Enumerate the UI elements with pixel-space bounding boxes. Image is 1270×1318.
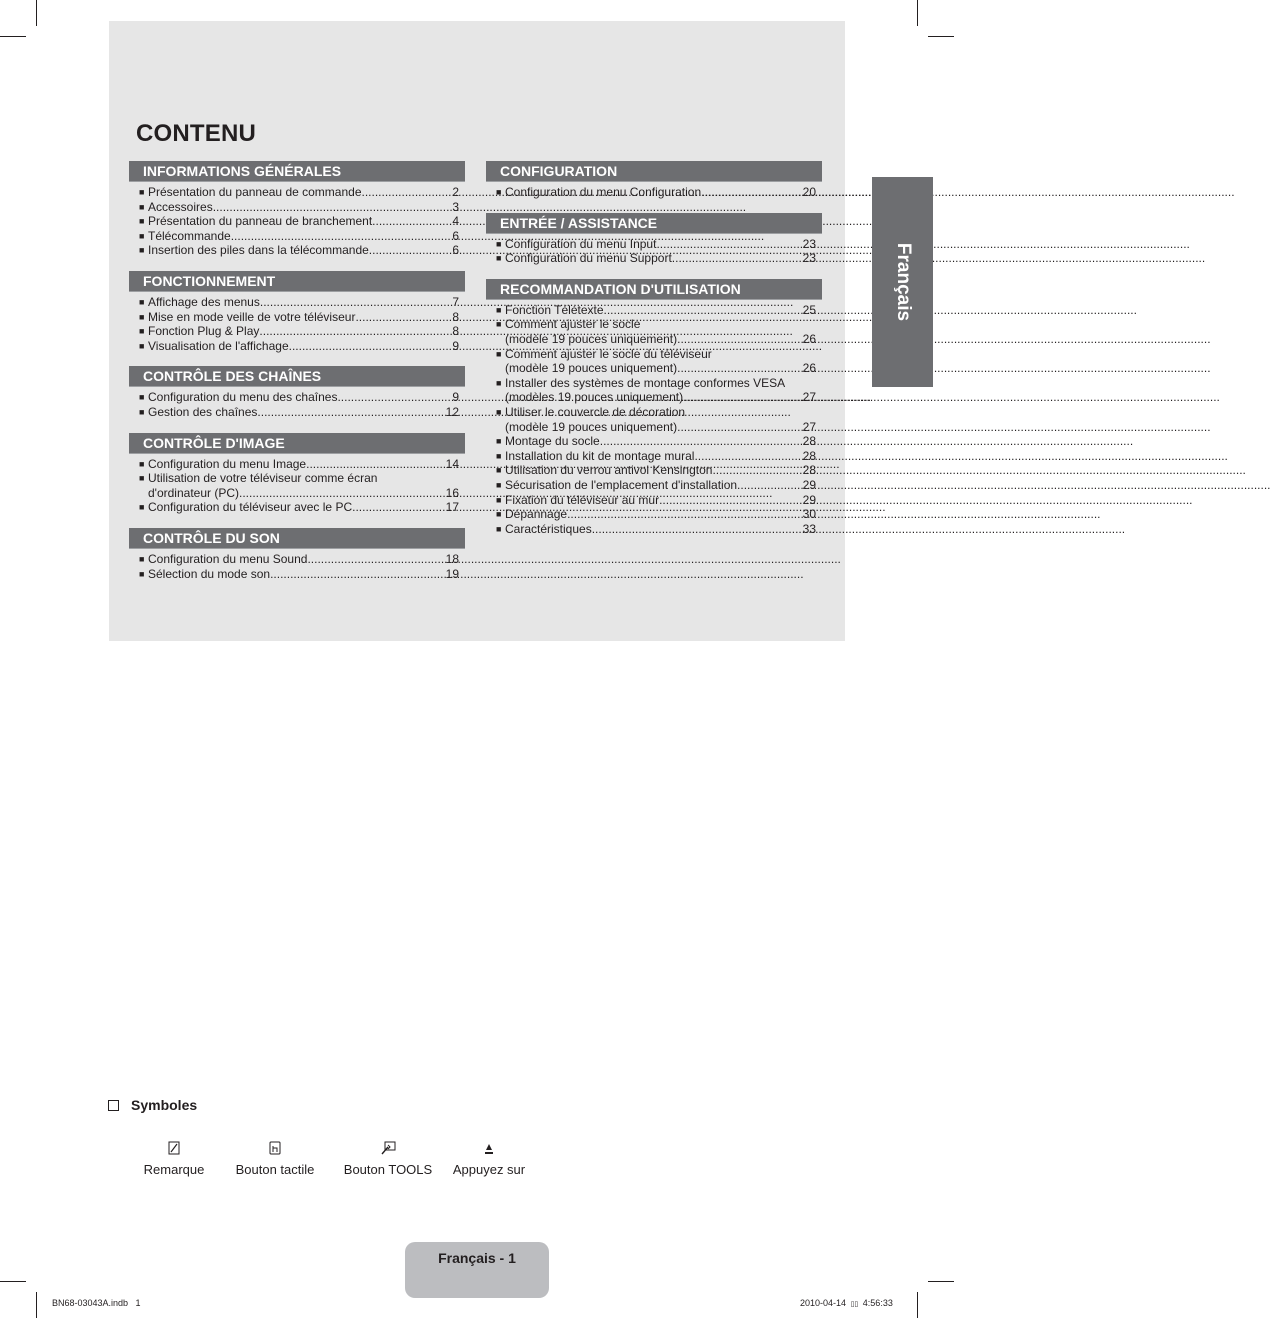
toc-entry-line xyxy=(148,567,459,582)
toc-page-number: 29 xyxy=(802,492,816,507)
toc-entry-text: Dépannage xyxy=(505,507,568,522)
toc-item xyxy=(139,405,459,420)
bullet-icon: ■ xyxy=(139,296,145,307)
toc-entry xyxy=(505,185,816,200)
toc-entry-line xyxy=(148,229,459,244)
toc-page-number: 6 xyxy=(452,243,459,258)
toc-column-left xyxy=(129,161,465,594)
note-icon xyxy=(168,1141,180,1155)
toc-entry-text: Sélection du mode son xyxy=(148,566,271,581)
toc-section xyxy=(486,279,822,537)
toc-page-number: 20 xyxy=(802,185,816,199)
toc-item xyxy=(496,237,816,252)
toc-entry-text: Configuration du menu Sound xyxy=(148,551,308,566)
section-heading: INFORMATIONS GÉNÉRALES xyxy=(129,161,465,182)
footer-file: BN68-03043A.indb 1 xyxy=(52,1298,141,1308)
toc-entry xyxy=(148,500,459,515)
crop-mark xyxy=(36,0,37,26)
bullet-icon: ■ xyxy=(139,406,145,417)
toc-entry-line xyxy=(148,310,459,325)
toc-item xyxy=(496,522,816,537)
toc-page-number: 26 xyxy=(802,331,816,346)
toc-entry-line xyxy=(148,405,459,420)
dot-leader xyxy=(231,229,453,244)
toc-page-number: 28 xyxy=(802,448,816,463)
toc-page-number: 16 xyxy=(445,485,459,500)
toc-page-number: 7 xyxy=(452,294,459,309)
toc-entry-text: Insertion des piles dans la télécommande xyxy=(148,243,369,258)
dot-leader xyxy=(604,303,803,318)
toc-entry xyxy=(505,317,816,346)
bullet-icon: ■ xyxy=(139,326,145,337)
bullet-icon: ■ xyxy=(139,502,145,513)
toc-entry-line xyxy=(148,243,459,258)
toc-entry-line xyxy=(505,390,816,405)
toc-page-number: 19 xyxy=(445,566,459,581)
bullet-icon: ■ xyxy=(139,392,145,403)
toc-item xyxy=(139,390,459,405)
section-heading: FONCTIONNEMENT xyxy=(129,271,465,292)
page-number-tab xyxy=(405,1242,549,1298)
toc-entry-line xyxy=(505,361,816,376)
toc-entry xyxy=(148,457,459,472)
toc-entry-text: Sécurisation de l'emplacement d'installation xyxy=(505,477,738,492)
bullet-icon: ■ xyxy=(496,436,502,447)
dot-leader xyxy=(659,493,803,508)
section-heading: CONTRÔLE DU SON xyxy=(129,528,465,549)
toc-entry-line xyxy=(505,507,816,522)
dot-leader xyxy=(239,486,446,501)
toc-entry-line xyxy=(148,185,459,200)
toc-entry xyxy=(505,493,816,508)
toc-entry-text: Installer des systèmes de montage conformes VESA xyxy=(505,375,786,390)
toc-entry-line xyxy=(505,332,816,347)
toc-page-number: 18 xyxy=(445,551,459,566)
toc-entry xyxy=(148,295,459,310)
toc-page-number: 29 xyxy=(802,477,816,492)
footer-date: 2010-04-14 xyxy=(800,1298,847,1308)
tools-button-icon xyxy=(380,1141,396,1155)
toc-entry xyxy=(148,390,459,405)
dot-leader xyxy=(567,507,803,522)
dot-leader xyxy=(592,522,803,537)
toc-entry xyxy=(505,522,816,537)
crop-mark xyxy=(928,1281,954,1282)
toc-entry-text: (modèles 19 pouces uniquement). xyxy=(505,390,687,405)
toc-entry-text: Caractéristiques xyxy=(505,521,592,536)
dot-leader xyxy=(270,567,446,582)
toc-entry xyxy=(505,434,816,449)
toc-page-number: 25 xyxy=(802,302,816,317)
crop-mark xyxy=(0,36,26,37)
toc-entry-text: Gestion des chaînes xyxy=(148,404,258,419)
toc-item xyxy=(496,376,816,405)
toc-item-list xyxy=(129,295,465,353)
toc-entry xyxy=(148,339,459,354)
symbol-label: Remarque xyxy=(143,1162,205,1177)
toc-entry xyxy=(148,243,459,258)
toc-page-number: 12 xyxy=(445,404,459,419)
toc-entry-text: Fonction Télétexte xyxy=(505,302,604,317)
bullet-icon: ■ xyxy=(496,494,502,505)
toc-entry xyxy=(148,324,459,339)
bullet-icon: ■ xyxy=(496,465,502,476)
dot-leader xyxy=(362,185,453,200)
symbol-label: Bouton TOOLS xyxy=(343,1162,433,1177)
toc-entry-text: Accessoires xyxy=(148,199,213,214)
toc-page-number: 4 xyxy=(452,214,459,229)
bullet-icon: ■ xyxy=(139,201,145,212)
toc-entry-line xyxy=(148,390,459,405)
footer-time: 4:56:33 xyxy=(862,1298,893,1308)
bullet-icon: ■ xyxy=(139,245,145,256)
toc-page-number: 2 xyxy=(452,185,459,199)
press-icon xyxy=(484,1141,494,1155)
toc-entry-text: Configuration du téléviseur avec le PC xyxy=(148,500,353,515)
toc-section xyxy=(129,366,465,419)
checkbox-icon xyxy=(108,1100,119,1111)
toc-entry xyxy=(148,200,459,215)
toc-entry-text: Configuration du menu Support xyxy=(505,251,672,266)
toc-entry-text: Utiliser le couvercle de décoration xyxy=(505,404,686,419)
toc-item xyxy=(496,449,816,464)
toc-item xyxy=(496,185,816,200)
toc-entry-line xyxy=(148,324,459,339)
toc-section xyxy=(129,528,465,581)
dot-leader xyxy=(352,500,446,515)
touch-button-icon xyxy=(269,1141,281,1155)
dot-leader xyxy=(656,237,802,252)
toc-item-list xyxy=(129,185,465,258)
toc-item xyxy=(139,310,459,325)
toc-entry-line xyxy=(148,471,459,486)
toc-entry-line xyxy=(148,486,459,501)
toc-entry-line xyxy=(505,522,816,537)
language-tab-label: Français xyxy=(892,242,914,322)
toc-entry xyxy=(505,237,816,252)
toc-page-number: 28 xyxy=(802,463,816,478)
bullet-icon: ■ xyxy=(496,304,502,315)
toc-entry xyxy=(148,185,459,200)
toc-entry-text: Mise en mode veille de votre téléviseur xyxy=(148,309,356,324)
toc-item xyxy=(139,339,459,354)
toc-entry-text: Configuration du menu Input xyxy=(505,236,657,251)
toc-entry-line xyxy=(505,251,816,266)
toc-entry-text: Comment ajuster le socle du téléviseur xyxy=(505,346,712,361)
bullet-icon: ■ xyxy=(139,473,145,484)
toc-entry-line xyxy=(505,434,816,449)
toc-section xyxy=(129,433,465,515)
dot-leader xyxy=(355,310,452,325)
toc-item xyxy=(139,295,459,310)
bullet-icon: ■ xyxy=(496,348,502,359)
toc-entry-line xyxy=(505,493,816,508)
symbols-heading-label: Symboles xyxy=(131,1097,198,1113)
toc-page-number: 17 xyxy=(445,500,459,515)
dot-leader xyxy=(259,324,452,339)
dot-leader xyxy=(289,339,453,354)
toc-entry xyxy=(505,463,816,478)
bullet-icon: ■ xyxy=(496,187,502,197)
toc-column-right xyxy=(486,161,822,549)
bullet-icon: ■ xyxy=(496,450,502,461)
toc-page-number: 33 xyxy=(802,521,816,536)
toc-entry-text: Configuration du menu des chaînes xyxy=(148,390,338,405)
dot-leader xyxy=(213,200,453,215)
bullet-icon: ■ xyxy=(139,311,145,322)
bullet-icon: ■ xyxy=(496,509,502,520)
toc-page-number: 23 xyxy=(802,251,816,266)
dot-leader xyxy=(677,361,803,376)
symbols-heading xyxy=(108,1097,197,1113)
toc-entry-text: Montage du socle xyxy=(505,434,600,449)
bullet-icon: ■ xyxy=(496,377,502,388)
toc-entry-line xyxy=(505,317,816,332)
symbol-label: Appuyez sur xyxy=(452,1162,526,1177)
dot-leader xyxy=(712,463,802,478)
bullet-icon: ■ xyxy=(139,187,145,197)
toc-entry xyxy=(505,303,816,318)
toc-item xyxy=(496,493,816,508)
toc-page-number: 23 xyxy=(802,236,816,251)
toc-item-list xyxy=(486,237,822,266)
dot-leader xyxy=(701,185,803,200)
dot-leader xyxy=(694,449,802,464)
toc-entry-text: Présentation du panneau de commande xyxy=(148,185,362,199)
toc-page-number: 26 xyxy=(802,361,816,376)
toc-entry-text: Configuration du menu Image xyxy=(148,456,307,471)
symbol-touch-button xyxy=(215,1138,335,1177)
toc-page-number: 9 xyxy=(452,338,459,353)
crop-mark xyxy=(36,1292,37,1318)
toc-entry-line xyxy=(505,237,816,252)
toc-page-number: 8 xyxy=(452,309,459,324)
toc-section xyxy=(486,213,822,266)
toc-entry xyxy=(148,229,459,244)
toc-item xyxy=(496,347,816,376)
toc-page-number: 27 xyxy=(802,419,816,434)
dot-leader xyxy=(260,295,452,310)
toc-item xyxy=(139,457,459,472)
toc-entry-line xyxy=(505,463,816,478)
toc-entry-line xyxy=(505,478,816,493)
toc-entry xyxy=(505,376,816,405)
toc-item xyxy=(496,317,816,346)
bullet-icon: ■ xyxy=(139,216,145,227)
dot-leader xyxy=(307,552,445,567)
toc-entry-line xyxy=(505,449,816,464)
bullet-icon: ■ xyxy=(496,406,502,417)
footer-timestamp xyxy=(800,1298,893,1308)
dot-leader xyxy=(337,390,452,405)
dot-leader xyxy=(600,434,803,449)
page-number-label: Français - 1 xyxy=(438,1250,516,1266)
toc-item-list xyxy=(129,390,465,419)
page-title: CONTENU xyxy=(136,120,257,147)
toc-entry xyxy=(505,507,816,522)
bullet-icon: ■ xyxy=(139,568,145,579)
toc-entry xyxy=(505,347,816,376)
toc-entry-line xyxy=(148,214,459,229)
toc-page-number: 9 xyxy=(452,390,459,405)
toc-entry-line xyxy=(148,339,459,354)
toc-entry-text: Comment ajuster le socle xyxy=(505,317,641,332)
toc-entry-line xyxy=(148,200,459,215)
toc-section xyxy=(486,161,822,200)
toc-entry-line xyxy=(505,185,816,200)
crop-mark xyxy=(917,1292,918,1318)
toc-item xyxy=(139,214,459,229)
bullet-icon: ■ xyxy=(139,230,145,241)
toc-entry-text: Utilisation du verrou antivol Kensington xyxy=(505,463,713,478)
toc-entry xyxy=(148,310,459,325)
bullet-icon: ■ xyxy=(139,458,145,469)
toc-page-number: 30 xyxy=(802,507,816,522)
toc-item-list xyxy=(129,457,465,515)
toc-page-number: 28 xyxy=(802,434,816,449)
toc-entry xyxy=(505,251,816,266)
dot-leader xyxy=(677,332,803,347)
toc-entry-text: Affichage des menus xyxy=(148,294,260,309)
language-tab xyxy=(872,177,933,387)
toc-entry-text: Présentation du panneau de branchement xyxy=(148,214,373,229)
toc-section xyxy=(129,271,465,353)
crop-mark xyxy=(0,1281,26,1282)
toc-item xyxy=(496,303,816,318)
section-heading: CONTRÔLE DES CHAÎNES xyxy=(129,366,465,387)
footer-time-glyph: ▯▯ xyxy=(850,1301,859,1308)
toc-entry-line xyxy=(148,552,459,567)
toc-entry-text: Configuration du menu Configuration xyxy=(505,185,702,199)
symbol-label: Bouton tactile xyxy=(235,1162,315,1177)
toc-page-number: 3 xyxy=(452,199,459,214)
toc-item xyxy=(496,478,816,493)
toc-item-list xyxy=(486,303,822,537)
toc-page-number: 6 xyxy=(452,228,459,243)
toc-entry-line xyxy=(505,405,816,420)
bullet-icon: ■ xyxy=(496,523,502,534)
bullet-icon: ■ xyxy=(496,253,502,264)
section-heading: CONFIGURATION xyxy=(486,161,822,182)
toc-entry xyxy=(148,405,459,420)
toc-entry-text: Visualisation de l'affichage xyxy=(148,338,289,353)
toc-item xyxy=(496,405,816,434)
toc-item xyxy=(139,567,459,582)
toc-item xyxy=(496,434,816,449)
section-heading: ENTRÉE / ASSISTANCE xyxy=(486,213,822,234)
toc-entry-text: Fonction Plug & Play xyxy=(148,324,260,339)
dot-leader xyxy=(737,478,803,493)
toc-item xyxy=(139,500,459,515)
toc-item xyxy=(139,229,459,244)
toc-page-number: 14 xyxy=(445,456,459,471)
bullet-icon: ■ xyxy=(139,553,145,564)
toc-entry xyxy=(505,449,816,464)
toc-item xyxy=(496,463,816,478)
toc-entry-text: Fixation du téléviseur au mur xyxy=(505,492,660,507)
toc-page-number: 27 xyxy=(802,390,816,405)
dot-leader xyxy=(677,420,803,435)
bullet-icon: ■ xyxy=(496,238,502,249)
toc-entry-line xyxy=(148,457,459,472)
bullet-icon: ■ xyxy=(496,319,502,330)
toc-entry-line xyxy=(505,420,816,435)
toc-entry xyxy=(148,471,459,500)
toc-item xyxy=(139,324,459,339)
toc-page-number: 8 xyxy=(452,324,459,339)
toc-entry-line xyxy=(505,347,816,362)
toc-item xyxy=(139,185,459,200)
toc-entry-line xyxy=(148,295,459,310)
toc-entry-line xyxy=(505,303,816,318)
toc-entry xyxy=(148,552,459,567)
toc-item xyxy=(139,243,459,258)
toc-entry-text: (modèle 19 pouces uniquement) xyxy=(505,419,678,434)
toc-entry-line xyxy=(148,500,459,515)
toc-entry-text: Installation du kit de montage mural xyxy=(505,448,695,463)
section-heading: CONTRÔLE D'IMAGE xyxy=(129,433,465,454)
toc-item-list xyxy=(486,185,822,200)
symbol-press xyxy=(429,1138,549,1177)
crop-mark xyxy=(917,0,918,26)
toc-entry xyxy=(505,405,816,434)
dot-leader xyxy=(369,243,453,258)
bullet-icon: ■ xyxy=(139,340,145,351)
toc-item xyxy=(139,552,459,567)
toc-entry-text: (modèle 19 pouces uniquement) xyxy=(505,331,678,346)
toc-item-list xyxy=(129,552,465,581)
toc-item xyxy=(139,471,459,500)
crop-mark xyxy=(928,36,954,37)
dot-leader xyxy=(306,457,446,472)
toc-entry-text: d'ordinateur (PC) xyxy=(148,485,239,500)
toc-entry-text: Utilisation de votre téléviseur comme écran xyxy=(148,471,378,486)
dot-leader xyxy=(686,390,802,405)
bullet-icon: ■ xyxy=(496,479,502,490)
toc-entry-line xyxy=(505,376,816,391)
toc-item xyxy=(496,507,816,522)
toc-entry xyxy=(148,567,459,582)
toc-section xyxy=(129,161,465,258)
toc-item xyxy=(139,200,459,215)
toc-entry xyxy=(505,478,816,493)
dot-leader xyxy=(372,214,452,229)
toc-entry-text: (modèle 19 pouces uniquement) xyxy=(505,361,678,376)
section-heading: RECOMMANDATION D'UTILISATION xyxy=(486,279,822,300)
dot-leader xyxy=(257,405,445,420)
toc-item xyxy=(496,251,816,266)
toc-entry-text: Télécommande xyxy=(148,228,231,243)
toc-entry xyxy=(148,214,459,229)
dot-leader xyxy=(672,251,803,266)
